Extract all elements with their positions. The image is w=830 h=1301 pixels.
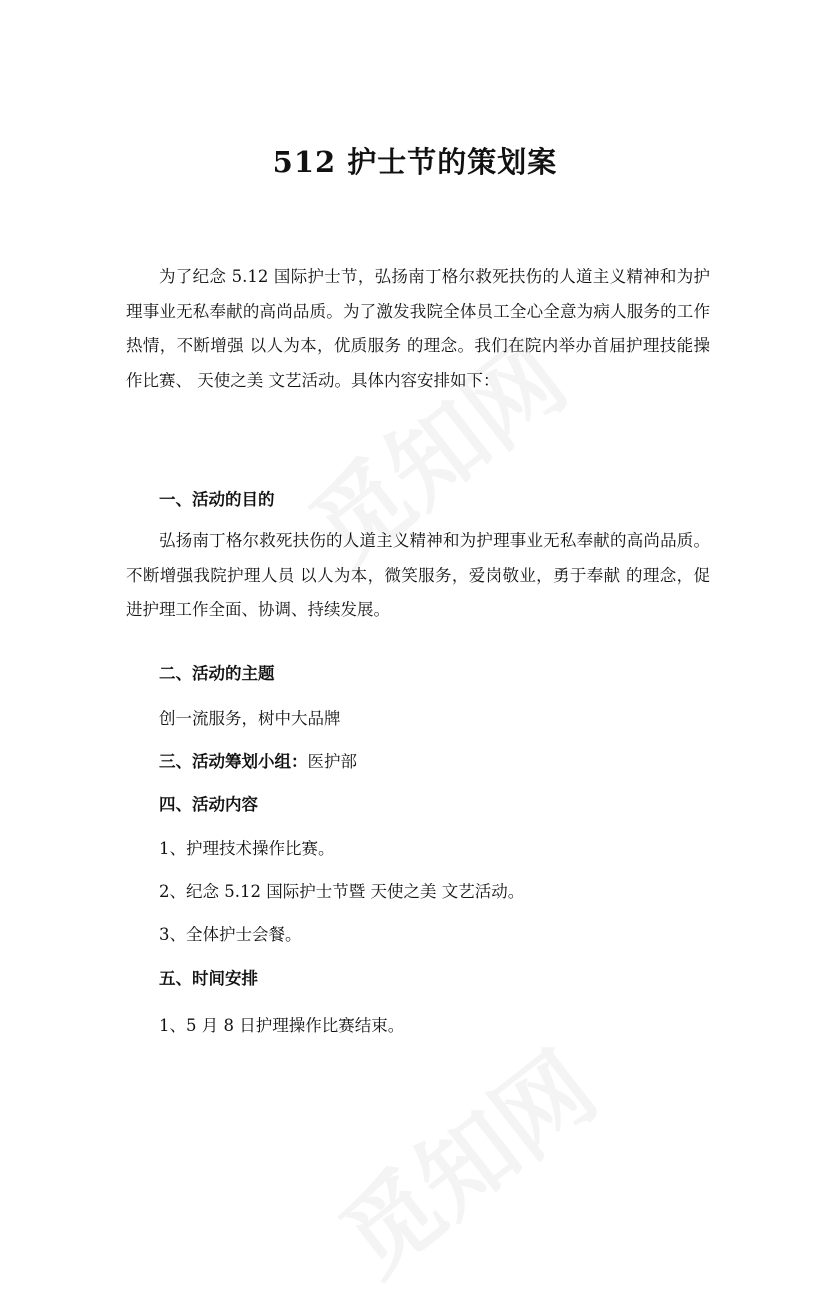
section-heading-purpose: 一、活动的目的 <box>159 490 275 509</box>
section-heading-schedule: 五、时间安排 <box>159 969 258 988</box>
page-title: 512 护士节的策划案 <box>272 145 558 179</box>
planning-group-line <box>159 748 357 772</box>
watermark <box>308 1016 619 1301</box>
list-item: 3、全体护士会餐。 <box>159 925 302 944</box>
section-heading-planning-group: 三、活动筹划小组： <box>159 752 308 771</box>
purpose-paragraph: 弘扬南丁格尔救死扶伤的人道主义精神和为护理事业无私奉献的高尚品质。不断增强我院护理人员 以人为本，微笑服务，爱岗敬业，勇于奉献 的理念，促进护理工作全面、协调、持续发展。 <box>126 531 710 619</box>
intro-paragraph: 为了纪念 5.12 国际护士节，弘扬南丁格尔救死扶伤的人道主义精神和为护理事业无私奉献的高尚品质。为了激发我院全体员工全心全意为病人服务的工作热情，不断增强 以人为本，优质服务 的理念。我们在院内举办首届护理技能操作比赛、 天使之美 文艺活动。具体内容安排如下： <box>126 267 710 390</box>
section-heading-theme: 二、活动的主题 <box>159 664 275 683</box>
planning-group-value: 医护部 <box>307 752 357 771</box>
list-item: 1、护理技术操作比赛。 <box>159 839 335 858</box>
list-item: 2、纪念 5.12 国际护士节暨 天使之美 文艺活动。 <box>159 882 525 901</box>
section-heading-content: 四、活动内容 <box>159 795 258 814</box>
list-item: 1、5 月 8 日护理操作比赛结束。 <box>159 1016 405 1035</box>
theme-text: 创一流服务，树中大品牌 <box>159 709 341 728</box>
